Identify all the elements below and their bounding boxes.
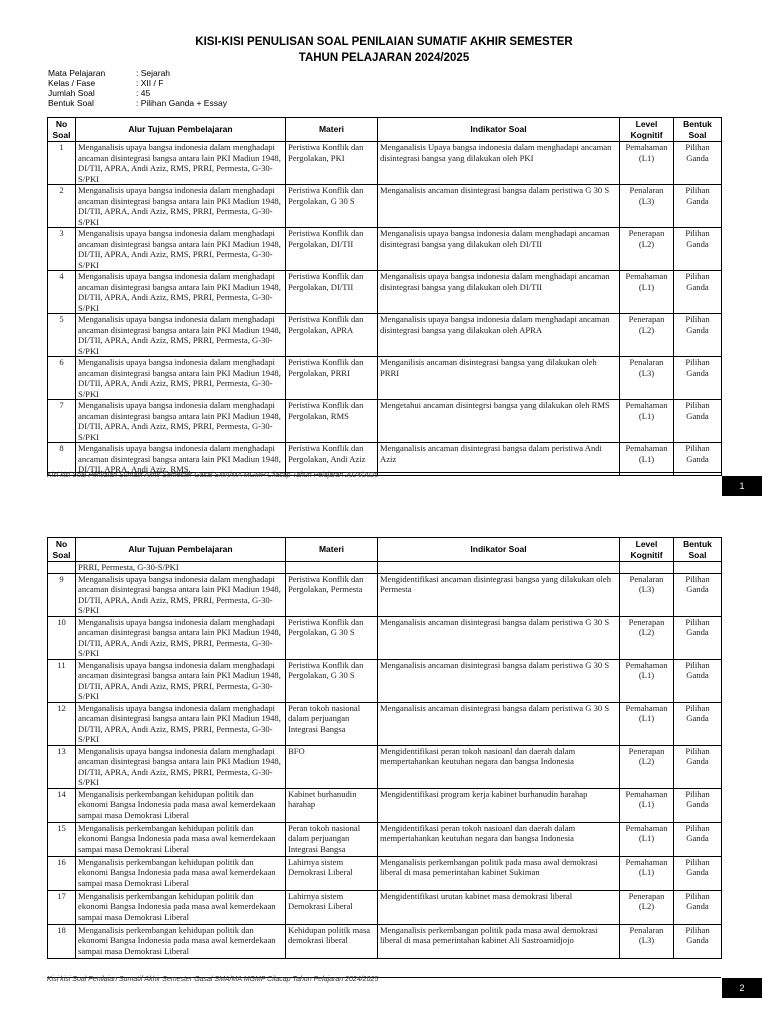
cell-materi: Lahirnya sistem Demokrasi Liberal (286, 890, 378, 924)
cell-no: 14 (48, 788, 76, 822)
cell-bentuk: Pilihan Ganda (674, 400, 722, 443)
header-no: No Soal (48, 538, 76, 562)
cell-materi: Peristiwa Konflik dan Pergolakan, Permesta (286, 573, 378, 616)
cell-no: 5 (48, 314, 76, 357)
header-no: No Soal (48, 118, 76, 142)
header-atp: Alur Tujuan Pembelajaran (76, 538, 286, 562)
cell-level: Pemahaman (L1) (620, 271, 674, 314)
cell-bentuk: Pilihan Ganda (674, 856, 722, 890)
meta-label: Jumlah Soal (48, 88, 95, 98)
cell-no: 9 (48, 573, 76, 616)
cell-bentuk: Pilihan Ganda (674, 185, 722, 228)
cell-bentuk: Pilihan Ganda (674, 659, 722, 702)
cell-bentuk: Pilihan Ganda (674, 924, 722, 958)
meta-row (48, 88, 227, 98)
cell-no (48, 562, 76, 574)
document-page-2 (0, 515, 768, 1024)
cell-atp: Menganalisis perkembangan kehidupan politik dan ekonomi Bangsa Indonesia pada masa awal kemerdekaan sampai masa Demokrasi Liberal (76, 822, 286, 856)
cell-bentuk: Pilihan Ganda (674, 822, 722, 856)
cell-level: Pemahaman (L1) (620, 856, 674, 890)
cell-no: 11 (48, 659, 76, 702)
meta-row (48, 68, 227, 78)
cell-indikator: Menganalisis ancaman disintegrasi bangsa dalam peristiwa G 30 S (378, 702, 620, 745)
cell-no: 13 (48, 745, 76, 788)
cell-indikator: Menganalisis upaya bangsa indonesia dalam menghadapi ancaman disintegrasi bangsa yang dilakukan oleh APRA (378, 314, 620, 357)
header-bentuk: Bentuk Soal (674, 538, 722, 562)
table-row (48, 616, 722, 659)
cell-atp: Menganalisis upaya bangsa indonesia dalam menghadapi ancaman disintegrasi bangsa antara lain PKI Madiun 1948, DI/TII, APRA, Andi Aziz, RMS, PRRI, Permesta, G-30-S/PKI (76, 228, 286, 271)
cell-bentuk: Pilihan Ganda (674, 745, 722, 788)
cell-level: Penalaran (L3) (620, 924, 674, 958)
cell-bentuk: Pilihan Ganda (674, 271, 722, 314)
kisi-kisi-table (47, 537, 722, 959)
table-row (48, 185, 722, 228)
cell-indikator: Mengidentifikasi ancaman disintegrasi bangsa yang dilakukan oleh Permesta (378, 573, 620, 616)
cell-materi: Peristiwa Konflik dan Pergolakan, G 30 S (286, 185, 378, 228)
document-page-1 (0, 0, 768, 500)
table-row (48, 788, 722, 822)
cell-level: Pemahaman (L1) (620, 788, 674, 822)
table-header-row (48, 118, 722, 142)
cell-no: 3 (48, 228, 76, 271)
cell-bentuk (674, 562, 722, 574)
cell-atp: Menganalisis upaya bangsa indonesia dalam menghadapi ancaman disintegrasi bangsa antara lain PKI Madiun 1948, DI/TII, APRA, Andi Aziz, RMS, PRRI, Permesta, G-30-S/PKI (76, 659, 286, 702)
cell-no: 17 (48, 890, 76, 924)
cell-materi: Peristiwa Konflik dan Pergolakan, PRRI (286, 357, 378, 400)
cell-bentuk: Pilihan Ganda (674, 890, 722, 924)
cell-level: Penalaran (L3) (620, 185, 674, 228)
cell-bentuk: Pilihan Ganda (674, 357, 722, 400)
table-row (48, 890, 722, 924)
table-header-row (48, 538, 722, 562)
cell-indikator: Mengetahui ancaman disintegrsi bangsa yang dilakukan oleh RMS (378, 400, 620, 443)
document-title: KISI-KISI PENULISAN SOAL PENILAIAN SUMATIF AKHIR SEMESTER (195, 36, 573, 48)
table-row (48, 271, 722, 314)
cell-atp: Menganalisis upaya bangsa indonesia dalam menghadapi ancaman disintegrasi bangsa antara lain PKI Madiun 1948, DI/TII, APRA, Andi Aziz, RMS, PRRI, Permesta, G-30-S/PKI (76, 616, 286, 659)
cell-indikator: Mengidentifikasi peran tokoh nasioanl dan daerah dalam mempertahankan keutuhan negara dan bangsa Indonesia (378, 822, 620, 856)
cell-no: 8 (48, 443, 76, 476)
header-level: Level Kognitif (620, 118, 674, 142)
cell-indikator: Menganalisis upaya bangsa indonesia dalam menghadapi ancaman disintegrasi bangsa yang dilakukan oleh DI/TII (378, 271, 620, 314)
table-row (48, 443, 722, 476)
meta-row (48, 98, 227, 108)
cell-no: 12 (48, 702, 76, 745)
header-materi: Materi (286, 118, 378, 142)
cell-indikator: Menganalisis upaya bangsa indonesia dalam menghadapi ancaman disintegrasi bangsa yang dilakukan oleh DI/TII (378, 228, 620, 271)
header-materi: Materi (286, 538, 378, 562)
cell-materi: BFO (286, 745, 378, 788)
cell-bentuk: Pilihan Ganda (674, 788, 722, 822)
cell-materi: Peristiwa Konflik dan Pergolakan, G 30 S (286, 616, 378, 659)
cell-materi: Kabinet burhanudin harahap (286, 788, 378, 822)
cell-indikator: Menganalisis Upaya bangsa indonesia dalam menghadapi ancaman disintegrasi bangsa yang dilakukan oleh PKI (378, 142, 620, 185)
cell-atp: Menganalisis upaya bangsa indonesia dalam menghadapi ancaman disintegrasi bangsa antara lain PKI Madiun 1948, DI/TII, APRA, Andi Aziz, RMS, PRRI, Permesta, G-30-S/PKI (76, 400, 286, 443)
header-level: Level Kognitif (620, 538, 674, 562)
table-row (48, 659, 722, 702)
cell-bentuk: Pilihan Ganda (674, 443, 722, 476)
table-row (48, 573, 722, 616)
cell-atp: Menganalisis upaya bangsa indonesia dalam menghadapi ancaman disintegrasi bangsa antara lain PKI Madiun 1948, DI/TII, APRA, Andi Aziz, RMS, PRRI, Permesta, G-30-S/PKI (76, 357, 286, 400)
cell-indikator: Menganalisis ancaman disintegrasi bangsa dalam peristiwa G 30 S (378, 185, 620, 228)
cell-materi: Peran tokoh nasional dalam perjuangan Integrasi Bangsa (286, 702, 378, 745)
cell-atp: Menganalisis upaya bangsa indonesia dalam menghadapi ancaman disintegrasi bangsa antara lain PKI Madiun 1948, DI/TII, APRA, Andi Aziz, RMS, PRRI, Permesta, G-30-S/PKI (76, 142, 286, 185)
page-number: 2 (722, 978, 762, 998)
cell-indikator (378, 562, 620, 574)
cell-no: 10 (48, 616, 76, 659)
table-row (48, 856, 722, 890)
table-row (48, 357, 722, 400)
cell-bentuk: Pilihan Ganda (674, 228, 722, 271)
cell-atp: Menganalisis upaya bangsa indonesia dalam menghadapi ancaman disintegrasi bangsa antara lain PKI Madiun 1948, DI/TII, APRA, Andi Aziz, RMS, PRRI, Permesta, G-30-S/PKI (76, 702, 286, 745)
cell-atp: Menganalisis perkembangan kehidupan politik dan ekonomi Bangsa Indonesia pada masa awal kemerdekaan sampai masa Demokrasi Liberal (76, 890, 286, 924)
cell-bentuk: Pilihan Ganda (674, 314, 722, 357)
cell-bentuk: Pilihan Ganda (674, 142, 722, 185)
meta-label: Mata Pelajaran (48, 68, 106, 78)
cell-no: 18 (48, 924, 76, 958)
cell-no: 2 (48, 185, 76, 228)
table-row (48, 924, 722, 958)
cell-atp: Menganalisis upaya bangsa indonesia dalam menghadapi ancaman disintegrasi bangsa antara lain PKI Madiun 1948, DI/TII, APRA, Andi Aziz, RMS, PRRI, Permesta, G-30-S/PKI (76, 573, 286, 616)
cell-materi: Kehidupan politik masa demokrasi liberal (286, 924, 378, 958)
cell-level: Penerapan (L2) (620, 228, 674, 271)
cell-level: Pemahaman (L1) (620, 400, 674, 443)
cell-materi: Lahirnya sistem Demokrasi Liberal (286, 856, 378, 890)
cell-bentuk: Pilihan Ganda (674, 702, 722, 745)
cell-atp-continuation: PRRI, Permesta, G-30-S/PKI (76, 562, 286, 574)
cell-materi: Peristiwa Konflik dan Pergolakan, Andi Aziz (286, 443, 378, 476)
cell-no: 7 (48, 400, 76, 443)
header-bentuk: Bentuk Soal (674, 118, 722, 142)
cell-level: Pemahaman (L1) (620, 702, 674, 745)
meta-label: Bentuk Soal (48, 98, 94, 108)
header-atp: Alur Tujuan Pembelajaran (76, 118, 286, 142)
cell-no: 4 (48, 271, 76, 314)
cell-indikator: Menganilisis ancaman disintegrasi bangsa yang dilakukan oleh PRRI (378, 357, 620, 400)
cell-indikator: Mengidentifikasi program kerja kabinet burhanudin harahap (378, 788, 620, 822)
footer-text: Kisi kisi Soal Penilaian Sumatif Akhir Semester Gasal SMA/MA MGMP Cilacap Tahun Pelajaran 2024/2025 (47, 976, 379, 983)
cell-level: Pemahaman (L1) (620, 659, 674, 702)
table-row (48, 702, 722, 745)
cell-atp: Menganalisis perkembangan kehidupan politik dan ekonomi Bangsa Indonesia pada masa awal kemerdekaan sampai masa Demokrasi Liberal (76, 788, 286, 822)
cell-materi: Peristiwa Konflik dan Pergolakan, G 30 S (286, 659, 378, 702)
cell-indikator: Menganalisis perkembangan politik pada masa awal demokrasi liberal di masa pemerintahan kabinet Sukiman (378, 856, 620, 890)
cell-no: 16 (48, 856, 76, 890)
meta-value: : Pilihan Ganda + Essay (136, 98, 227, 108)
header-indikator: Indikator Soal (378, 118, 620, 142)
cell-no: 15 (48, 822, 76, 856)
kisi-kisi-table (47, 117, 722, 476)
cell-materi: Peristiwa Konflik dan Pergolakan, PKI (286, 142, 378, 185)
cell-no: 6 (48, 357, 76, 400)
cell-atp: Menganalisis perkembangan kehidupan politik dan ekonomi Bangsa Indonesia pada masa awal kemerdekaan sampai masa Demokrasi Liberal (76, 856, 286, 890)
cell-level: Pemahaman (L1) (620, 822, 674, 856)
document-subtitle: TAHUN PELAJARAN 2024/2025 (298, 52, 470, 64)
cell-level: Penalaran (L3) (620, 357, 674, 400)
cell-level: Penerapan (L2) (620, 745, 674, 788)
cell-level: Penerapan (L2) (620, 314, 674, 357)
table-row (48, 142, 722, 185)
cell-indikator: Menganalisis perkembangan politik pada masa awal demokrasi liberal di masa pemerintahan kabinet Ali Sastroamidjojo (378, 924, 620, 958)
cell-materi: Peran tokoh nasional dalam perjuangan Integrasi Bangsa (286, 822, 378, 856)
cell-materi: Peristiwa Konflik dan Pergolakan, DI/TII (286, 228, 378, 271)
cell-materi: Peristiwa Konflik dan Pergolakan, APRA (286, 314, 378, 357)
document-meta (48, 68, 227, 108)
table-row (48, 228, 722, 271)
table-row (48, 314, 722, 357)
cell-materi: Peristiwa Konflik dan Pergolakan, RMS (286, 400, 378, 443)
cell-no: 1 (48, 142, 76, 185)
meta-label: Kelas / Fase (48, 78, 96, 88)
meta-value: : Sejarah (136, 68, 171, 78)
table-row (48, 400, 722, 443)
cell-level: Pemahaman (L1) (620, 142, 674, 185)
footer-text: Kisi kisi Soal Penilaian Sumatif Akhir Semester Gasal SMA/MA MGMP Cilacap Tahun Pelajaran 2024/2025 (47, 472, 379, 479)
cell-indikator: Menganalisis ancaman disintegrasi bangsa dalam peristiwa Andi Aziz (378, 443, 620, 476)
cell-indikator: Mengidentifikasi urutan kabinet masa demokrasi liberal (378, 890, 620, 924)
cell-materi (286, 562, 378, 574)
cell-atp: Menganalisis upaya bangsa indonesia dalam menghadapi ancaman disintegrasi bangsa antara lain PKI Madiun 1948, DI/TII, APRA, Andi Aziz, RMS, PRRI, Permesta, G-30-S/PKI (76, 745, 286, 788)
cell-level: Penalaran (L3) (620, 573, 674, 616)
header-indikator: Indikator Soal (378, 538, 620, 562)
cell-indikator: Menganalisis ancaman disintegrasi bangsa dalam peristiwa G 30 S (378, 659, 620, 702)
table-row (48, 745, 722, 788)
cell-atp: Menganalisis upaya bangsa indonesia dalam menghadapi ancaman disintegrasi bangsa antara lain PKI Madiun 1948, DI/TII, APRA, Andi Aziz, RMS, PRRI, Permesta, G-30-S/PKI (76, 314, 286, 357)
cell-level: Penerapan (L2) (620, 890, 674, 924)
cell-level: Penerapan (L2) (620, 616, 674, 659)
cell-indikator: Mengidentifikasi peran tokoh nasioanl dan daerah dalam mempertahankan keutuhan negara dan bangsa Indonesia (378, 745, 620, 788)
meta-value: : XII / F (136, 78, 164, 88)
cell-level (620, 562, 674, 574)
cell-indikator: Menganalisis ancaman disintegrasi bangsa dalam peristiwa G 30 S (378, 616, 620, 659)
cell-materi: Peristiwa Konflik dan Pergolakan, DI/TII (286, 271, 378, 314)
meta-row (48, 78, 227, 88)
cell-atp: Menganalisis upaya bangsa indonesia dalam menghadapi ancaman disintegrasi bangsa antara lain PKI Madiun 1948, DI/TII, APRA, Andi Aziz, RMS, PRRI, Permesta, G-30-S/PKI (76, 271, 286, 314)
cell-atp: Menganalisis perkembangan kehidupan politik dan ekonomi Bangsa Indonesia pada masa awal kemerdekaan sampai masa Demokrasi Liberal (76, 924, 286, 958)
table-row (48, 822, 722, 856)
meta-value: : 45 (136, 88, 151, 98)
continuation-row (48, 562, 722, 574)
cell-bentuk: Pilihan Ganda (674, 616, 722, 659)
cell-level: Pemahaman (L1) (620, 443, 674, 476)
cell-atp: Menganalisis upaya bangsa indonesia dalam menghadapi ancaman disintegrasi bangsa antara lain PKI Madiun 1948, DI/TII, APRA, Andi Aziz, RMS, PRRI, Permesta, G-30-S/PKI (76, 185, 286, 228)
cell-atp: Menganalisis upaya bangsa indonesia dalam menghadapi ancaman disintegrasi bangsa antara lain PKI Madiun 1948, DI/TII, APRA, Andi Aziz, RMS, (76, 443, 286, 476)
page-number: 1 (722, 476, 762, 496)
cell-bentuk: Pilihan Ganda (674, 573, 722, 616)
